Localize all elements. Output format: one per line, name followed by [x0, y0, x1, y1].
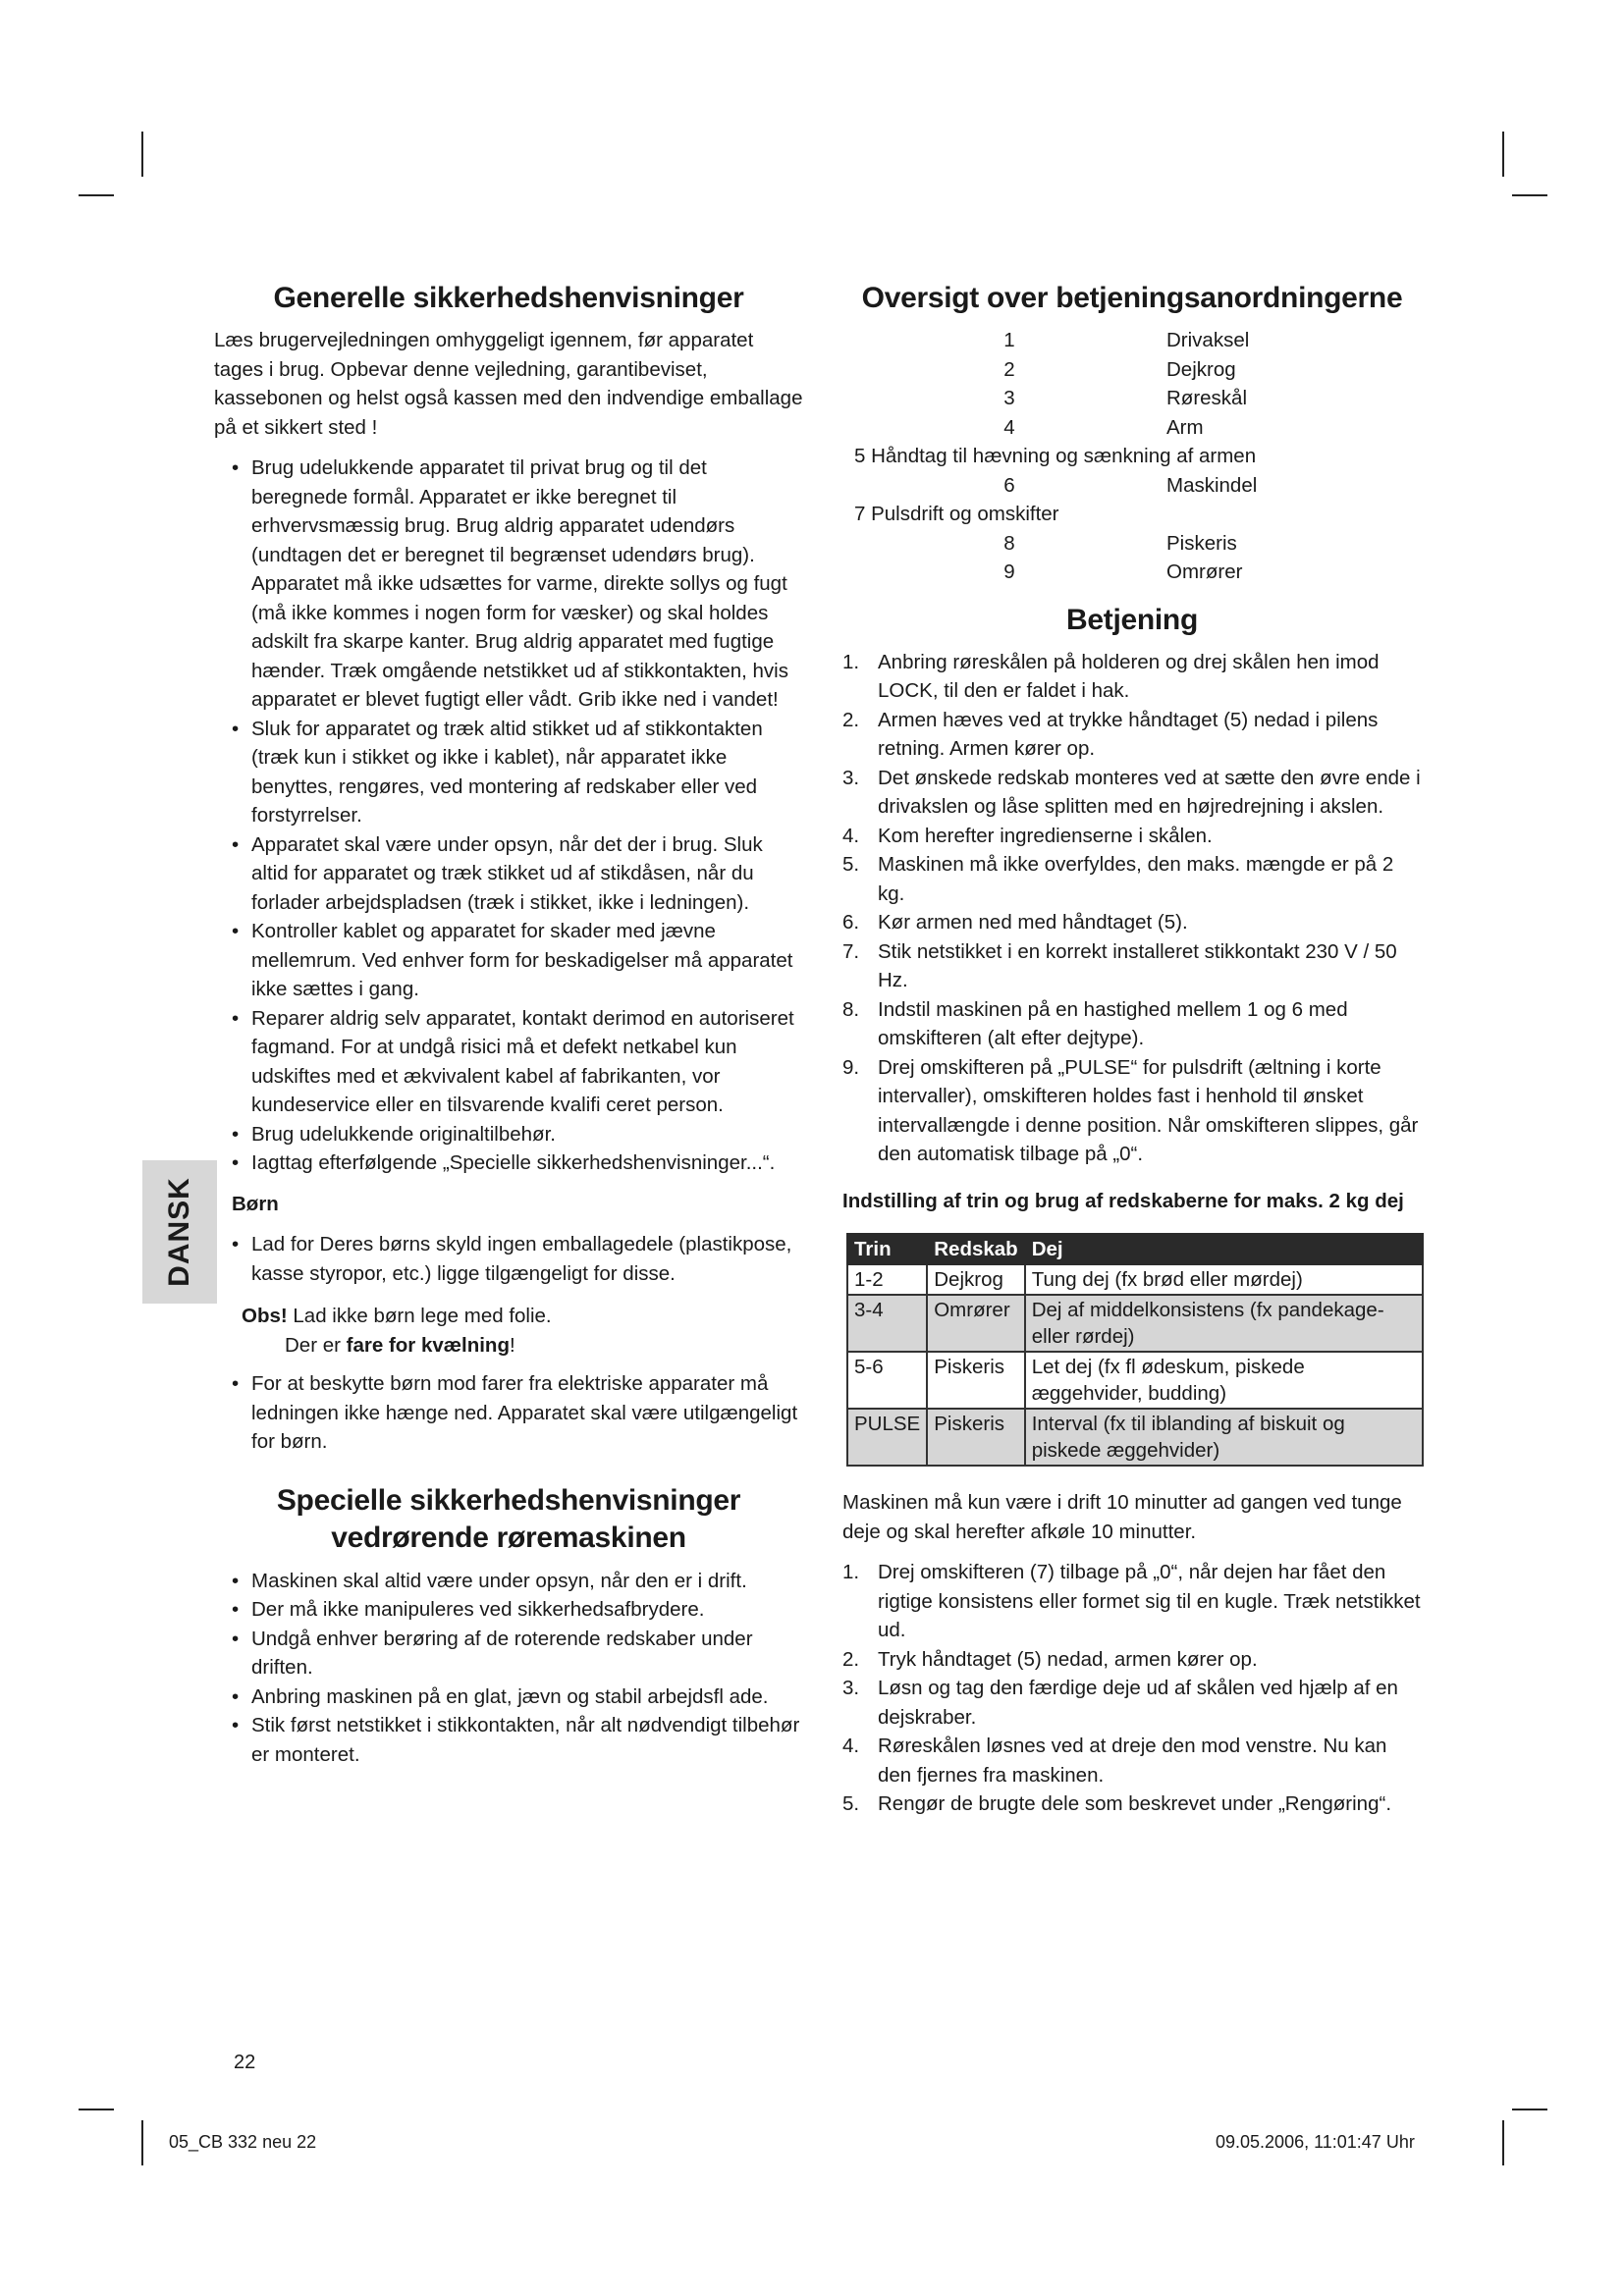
- overview-number: 8: [1003, 531, 1015, 555]
- overview-row: [842, 413, 1422, 443]
- overview-full-label: 7 Pulsdrift og omskifter: [854, 503, 1059, 525]
- section-title-general-safety: Generelle sikkerhedshenvisninger: [273, 282, 744, 314]
- table-row: [847, 1264, 1423, 1295]
- children-bullet-list-2: [214, 1369, 803, 1457]
- step-number: 4.: [842, 1735, 860, 1757]
- overview-list: [842, 326, 1422, 587]
- step-number: 1.: [842, 650, 860, 673]
- special-bullet-list: [214, 1567, 803, 1770]
- table-header-cell: Dej: [1025, 1234, 1423, 1264]
- crop-mark: [141, 132, 143, 177]
- obs-line2-post: !: [509, 1333, 515, 1357]
- right-column: [842, 281, 1422, 1819]
- list-item: [842, 764, 1422, 822]
- crop-mark: [1502, 2120, 1504, 2165]
- list-item: • Apparatet skal være under opsyn, når det der i brug. Sluk altid for apparatet og træk stikket ud af stikdåsen, når du forlader arbejdspladsen (træk i stikket, ikke i ledningen).: [214, 830, 803, 918]
- table-row: [847, 1295, 1423, 1352]
- crop-mark: [1502, 132, 1504, 177]
- overview-row: [842, 326, 1422, 355]
- language-tab: [142, 1160, 217, 1304]
- overview-number: 9: [1003, 561, 1015, 583]
- list-item: [842, 822, 1422, 851]
- list-item: • Brug udelukkende originaltilbehør.: [214, 1120, 803, 1149]
- left-column: [214, 281, 803, 1769]
- crop-mark: [1512, 2109, 1547, 2110]
- list-item: [842, 1674, 1422, 1732]
- section-title-operation: Betjening: [1066, 603, 1198, 636]
- runtime-note: Maskinen må kun være i drift 10 minutter ad gangen ved tunge deje og skal herefter afkøle 10 minutter.: [842, 1491, 1402, 1543]
- settings-table: [846, 1233, 1424, 1467]
- table-cell: Omrører: [927, 1295, 1024, 1352]
- list-item: [842, 648, 1422, 706]
- obs-line2-bold: fare for kvælning: [346, 1333, 510, 1357]
- step-number: 8.: [842, 997, 860, 1021]
- list-item: [842, 1645, 1422, 1675]
- title-line-2: vedrørende røremaskinen: [331, 1521, 686, 1554]
- table-title: Indstilling af trin og brug af redskaberne for maks. 2 kg dej: [842, 1189, 1404, 1212]
- list-item: [842, 995, 1422, 1053]
- list-item: • Der må ikke manipuleres ved sikkerhedsafbrydere.: [214, 1595, 803, 1625]
- overview-number: 3: [1003, 387, 1015, 409]
- list-item: [842, 908, 1422, 937]
- table-cell: 3-4: [847, 1295, 927, 1352]
- step-text: Stik netstikket i en korrekt installeret stikkontakt 230 V / 50 Hz.: [878, 939, 1397, 991]
- overview-number: 6: [1003, 473, 1015, 497]
- step-text: Drej omskifteren på „PULSE“ for pulsdrift (æltning i korte intervaller), omskifteren holdes fast i henhold til ønsket intervallængde i denne position. Når omskifteren slippes, går den automatisk tilbage på „0“.: [878, 1055, 1419, 1165]
- obs-text: Lad ikke børn lege med folie.: [287, 1305, 552, 1327]
- list-item: • Maskinen skal altid være under opsyn, når den er i drift.: [214, 1567, 803, 1596]
- list-item: [842, 706, 1422, 764]
- table-row: [847, 1409, 1423, 1466]
- table-cell: Dej af middelkonsistens (fx pandekage- eller rørdej): [1025, 1295, 1423, 1352]
- step-number: 3.: [842, 1677, 860, 1699]
- overview-row: [842, 471, 1422, 501]
- table-header-cell: Trin: [847, 1234, 927, 1264]
- overview-full-label: 5 Håndtag til hævning og sænkning af armen: [854, 445, 1257, 467]
- overview-row: [842, 558, 1422, 587]
- language-tab-label: DANSK: [163, 1177, 195, 1287]
- step-text: Kom herefter ingredienserne i skålen.: [878, 824, 1213, 847]
- step-number: 6.: [842, 911, 860, 934]
- overview-label: Dejkrog: [1166, 357, 1236, 381]
- step-text: Kør armen ned med håndtaget (5).: [878, 911, 1188, 934]
- table-header-row: [847, 1234, 1423, 1264]
- step-text: Rengør de brugte dele som beskrevet under „Rengøring“.: [878, 1792, 1392, 1815]
- list-item: • Lad for Deres børns skyld ingen emballagedele (plastikpose, kasse styropor, etc.) ligge tilgængeligt for disse.: [214, 1230, 803, 1288]
- step-text: Tryk håndtaget (5) nedad, armen kører op.: [878, 1647, 1258, 1671]
- list-item: [842, 937, 1422, 995]
- step-text: Drej omskifteren (7) tilbage på „0“, når dejen har fået den rigtige konsistens eller formet sig til en kugle. Træk netstikket ud.: [878, 1561, 1421, 1641]
- list-item: • Iagttag efterfølgende „Specielle sikkerhedshenvisninger...“.: [214, 1148, 803, 1178]
- children-bullet-list: [214, 1230, 803, 1288]
- overview-row: [842, 529, 1422, 559]
- overview-label: Maskindel: [1166, 473, 1258, 497]
- list-item: [842, 1053, 1422, 1169]
- footer-right: 09.05.2006, 11:01:47 Uhr: [1216, 2132, 1415, 2152]
- step-text: Anbring røreskålen på holderen og drej skålen hen imod LOCK, til den er faldet i hak.: [878, 650, 1380, 702]
- overview-row: [842, 442, 1422, 471]
- step-number: 7.: [842, 939, 860, 963]
- table-cell: Dejkrog: [927, 1264, 1024, 1295]
- safety-bullet-list: [214, 454, 803, 1178]
- list-item: • Kontroller kablet og apparatet for skader med jævne mellemrum. Ved enhver form for beskadigelser må apparatet ikke sættes i gang.: [214, 917, 803, 1004]
- section-title-overview: Oversigt over betjeningsanordningerne: [861, 282, 1403, 314]
- children-heading: Børn: [232, 1192, 279, 1215]
- obs-note: [242, 1302, 803, 1360]
- step-text: Løsn og tag den færdige deje ud af skålen ved hjælp af en dejskraber.: [878, 1677, 1398, 1729]
- table-header-cell: Redskab: [927, 1234, 1024, 1264]
- overview-row: [842, 384, 1422, 413]
- crop-mark: [1512, 194, 1547, 196]
- table-cell: Piskeris: [927, 1409, 1024, 1466]
- overview-label: Omrører: [1166, 561, 1243, 583]
- overview-number: 2: [1003, 357, 1015, 381]
- list-item: • Stik først netstikket i stikkontakten, når alt nødvendigt tilbehør er monteret.: [214, 1711, 803, 1769]
- crop-mark: [141, 2120, 143, 2165]
- footer-left: 05_CB 332 neu 22: [169, 2132, 317, 2152]
- step-text: Armen hæves ved at trykke håndtaget (5) nedad i pilens retning. Armen kører op.: [878, 708, 1379, 760]
- table-cell: Interval (fx til iblanding af biskuit og piskede æggehvider): [1025, 1409, 1423, 1466]
- overview-label: Røreskål: [1166, 387, 1248, 409]
- overview-number: 4: [1003, 415, 1015, 439]
- list-item: • Reparer aldrig selv apparatet, kontakt derimod en autoriseret fagmand. For at undgå risici må et defekt netkabel kun udskiftes med et ækvivalent kabel af fabrikanten, vor kundeservice eller en tilsvarende kvalifi ceret person.: [214, 1004, 803, 1120]
- obs-line2-pre: Der er: [285, 1333, 347, 1357]
- step-number: 3.: [842, 766, 860, 789]
- list-item: • Undgå enhver berøring af de roterende redskaber under driften.: [214, 1625, 803, 1682]
- step-text: Maskinen må ikke overfyldes, den maks. mængde er på 2 kg.: [878, 853, 1394, 905]
- table-cell: 1-2: [847, 1264, 927, 1295]
- table-cell: Tung dej (fx brød eller mørdej): [1025, 1264, 1423, 1295]
- table-cell: 5-6: [847, 1352, 927, 1409]
- step-number: 9.: [842, 1055, 860, 1079]
- list-item: [842, 1789, 1422, 1819]
- step-number: 4.: [842, 824, 860, 847]
- overview-label: Piskeris: [1166, 531, 1237, 555]
- list-item: [842, 1558, 1422, 1645]
- obs-label: Obs!: [242, 1305, 288, 1327]
- list-item: • For at beskytte børn mod farer fra elektriske apparater må ledningen ikke hænge ned. Apparatet skal være utilgængeligt for børn.: [214, 1369, 803, 1457]
- overview-label: Arm: [1166, 415, 1204, 439]
- overview-number: 1: [1003, 329, 1015, 351]
- section-title-special-safety: [214, 1482, 803, 1557]
- crop-mark: [79, 194, 114, 196]
- step-number: 5.: [842, 1792, 860, 1815]
- step-number: 1.: [842, 1561, 860, 1583]
- title-line-1: Specielle sikkerhedshenvisninger: [276, 1483, 741, 1517]
- operation-steps: [842, 648, 1422, 1169]
- list-item: [842, 1732, 1422, 1789]
- intro-paragraph: Læs brugervejledningen omhyggeligt igennem, før apparatet tages i brug. Opbevar denne vejledning, garantibeviset, kassebonen og helst også kassen med den indvendige emballage på et sikkert sted !: [214, 329, 803, 439]
- overview-row: [842, 500, 1422, 529]
- table-cell: Let dej (fx fl ødeskum, piskede æggehvider, budding): [1025, 1352, 1423, 1409]
- final-steps: [842, 1558, 1422, 1819]
- step-number: 2.: [842, 708, 860, 731]
- page-number: 22: [234, 2052, 256, 2073]
- list-item: [842, 850, 1422, 908]
- list-item: • Anbring maskinen på en glat, jævn og stabil arbejdsfl ade.: [214, 1682, 803, 1712]
- step-text: Indstil maskinen på en hastighed mellem 1 og 6 med omskifteren (alt efter dejtype).: [878, 997, 1348, 1049]
- crop-mark: [79, 2109, 114, 2110]
- overview-row: [842, 355, 1422, 385]
- table-cell: PULSE: [847, 1409, 927, 1466]
- obs-line2: [242, 1331, 803, 1361]
- step-text: Røreskålen løsnes ved at dreje den mod venstre. Nu kan den fjernes fra maskinen.: [878, 1735, 1387, 1787]
- overview-label: Drivaksel: [1166, 329, 1250, 351]
- list-item: • Sluk for apparatet og træk altid stikket ud af stikkontakten (træk kun i stikket og ikke i kablet), når apparatet ikke benyttes, rengøres, ved montering af redskaber eller ved forstyrrelser.: [214, 715, 803, 830]
- table-row: [847, 1352, 1423, 1409]
- list-item: • Brug udelukkende apparatet til privat brug og til det beregnede formål. Apparatet er ikke beregnet til erhvervsmæssig brug. Brug aldrig apparatet udendørs (undtagen det er beregnet til begrænset udendørs brug). Apparatet må ikke udsættes for varme, direkte sollys og fugt (må ikke kommes i nogen form for væsker) og skal holdes adskilt fra skarpe kanter. Brug aldrig apparatet med fugtige hænder. Træk omgående netstikket ud af stikkontakten, hvis apparatet er blevet fugtigt eller vådt. Grib ikke ned i vandet!: [214, 454, 803, 715]
- table-cell: Piskeris: [927, 1352, 1024, 1409]
- step-text: Det ønskede redskab monteres ved at sætte den øvre ende i drivakslen og låse splitten med en højredrejning i akslen.: [878, 766, 1421, 818]
- step-number: 2.: [842, 1647, 860, 1671]
- step-number: 5.: [842, 853, 860, 876]
